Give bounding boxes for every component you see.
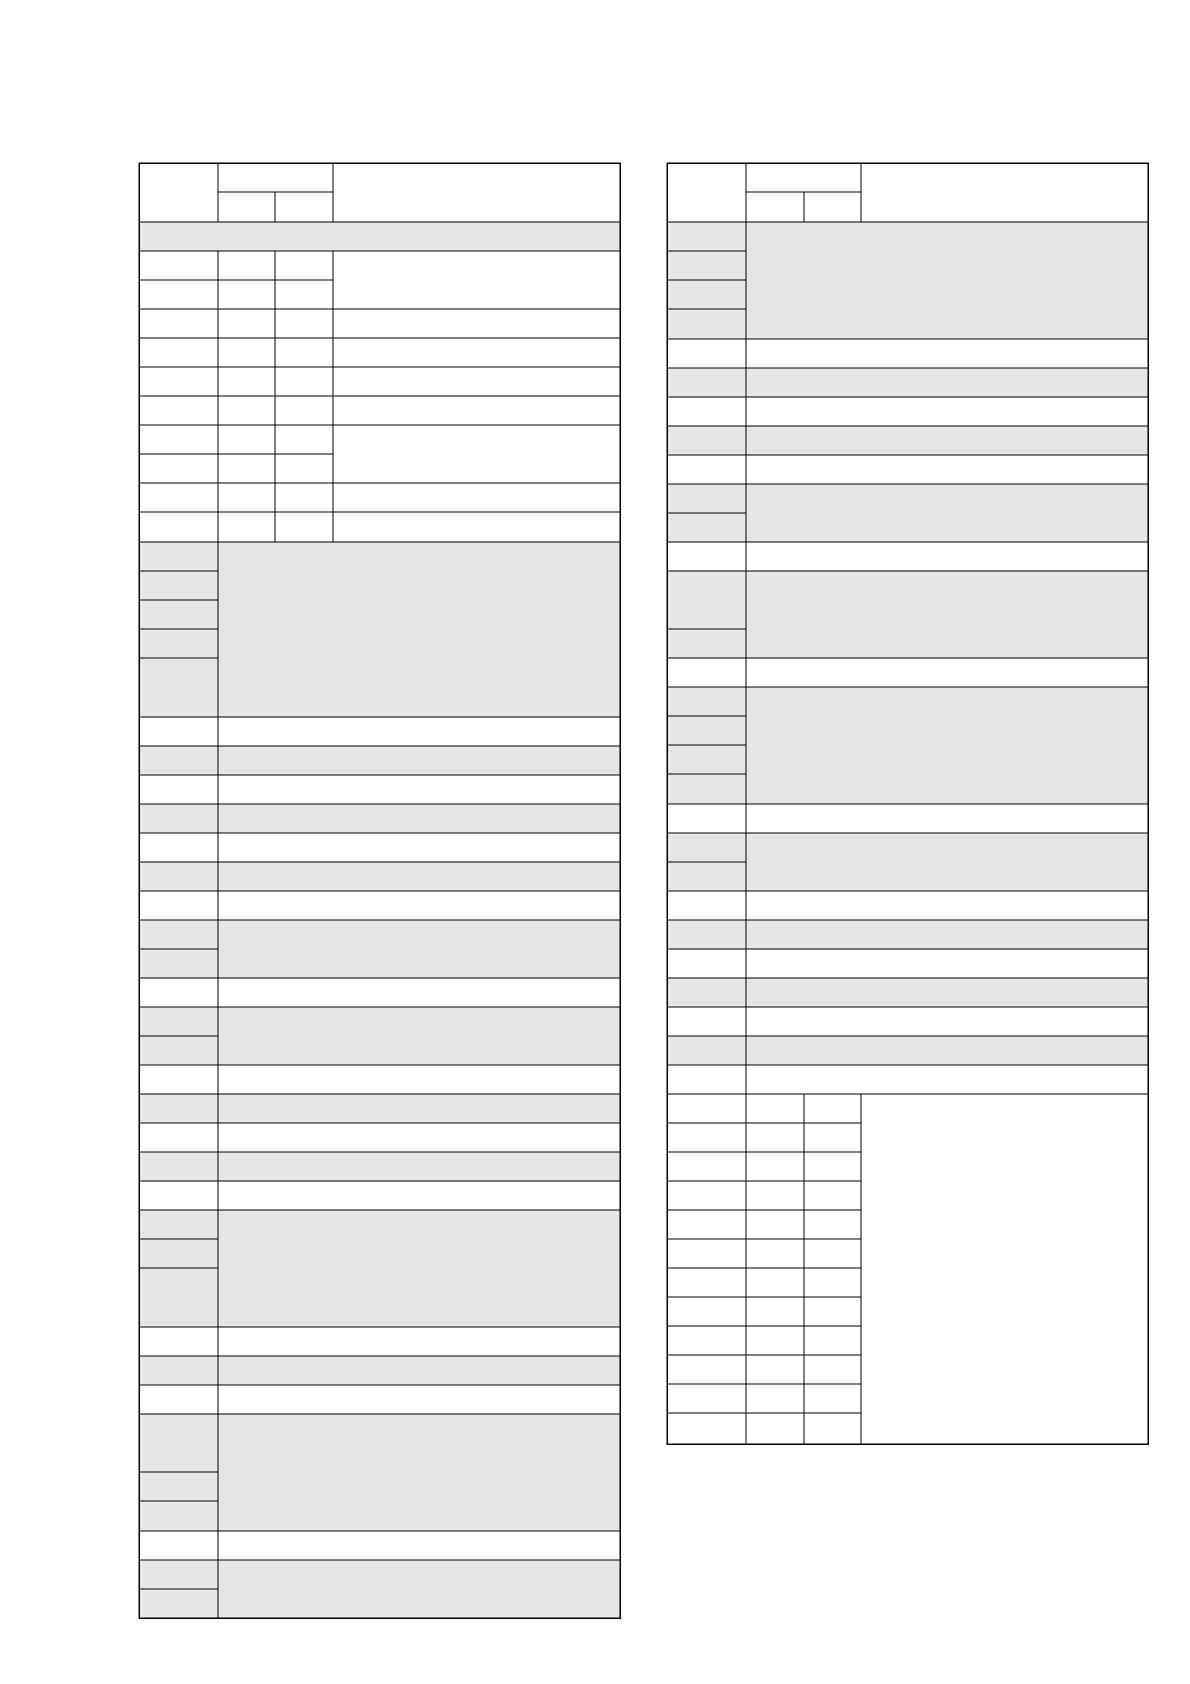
- left-table: [139, 163, 620, 1618]
- left-numeric-rows: [139, 251, 620, 542]
- left-shaded-row: [139, 1094, 620, 1123]
- right-shaded-row: [667, 920, 1148, 949]
- right-header: [667, 163, 1148, 222]
- left-shaded-row: [139, 1152, 620, 1181]
- right-shaded-cells: [667, 222, 1148, 1065]
- right-shaded-block: [667, 571, 1148, 658]
- right-shaded-row: [667, 368, 1148, 397]
- left-section-row: [139, 222, 620, 251]
- left-shaded-row: [139, 804, 620, 833]
- left-shaded-row: [139, 862, 620, 891]
- left-header: [139, 163, 620, 222]
- right-shaded-row: [667, 426, 1148, 455]
- right-shaded-row: [667, 1036, 1148, 1065]
- right-table: [667, 163, 1148, 1444]
- left-shaded-row: [139, 1356, 620, 1385]
- right-numeric-rows: [667, 1094, 861, 1444]
- left-shaded-row: [139, 746, 620, 775]
- right-shaded-row: [667, 978, 1148, 1007]
